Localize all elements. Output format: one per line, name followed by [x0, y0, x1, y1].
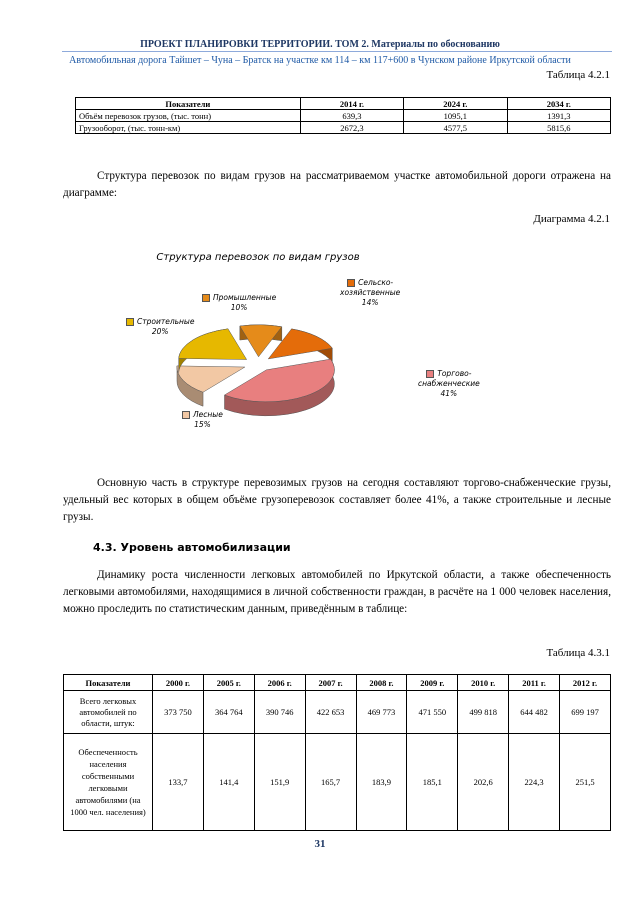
table-cell: 224,3 [509, 734, 560, 831]
legend-swatch [126, 318, 134, 326]
table-header-cell: 2000 г. [153, 675, 204, 691]
paragraph-text: Динамику роста численности легковых автомобилей по Иркутской области, а также обеспеченность легковыми автомобилями, находящимися в личной собственности граждан, в расчёте на 1 000 человек населения, можно проследить по статистическим данным, приведённым в таблице: [63, 569, 611, 615]
table-cell: 499 818 [458, 691, 509, 734]
table-header-cell: 2007 г. [305, 675, 356, 691]
table-cell: Грузооборот, (тыс. тонн-км) [76, 122, 301, 134]
table-header-cell: 2014 г. [300, 98, 403, 110]
table-header-cell: 2011 г. [509, 675, 560, 691]
table-cell: 699 197 [560, 691, 611, 734]
freight-volume-table [75, 97, 611, 134]
legend-swatch [347, 279, 355, 287]
table-header-cell: 2006 г. [254, 675, 305, 691]
table-header-cell: Показатели [76, 98, 301, 110]
cargo-structure-chart [108, 246, 528, 446]
table-cell: 165,7 [305, 734, 356, 831]
chart-title: Структура перевозок по видам грузов [156, 252, 360, 263]
table-header-row [64, 675, 611, 691]
table-cell: 151,9 [254, 734, 305, 831]
legend-entry-construction [126, 317, 194, 337]
table-cell: 183,9 [356, 734, 407, 831]
table1-caption: Таблица 4.2.1 [546, 69, 610, 81]
table-cell: 390 746 [254, 691, 305, 734]
table-cell: 5815,6 [507, 122, 610, 134]
paragraph-structure-summary [63, 475, 611, 526]
legend-label: снабженческие [418, 379, 480, 388]
table-header-cell: 2024 г. [404, 98, 507, 110]
legend-value: 15% [194, 420, 211, 429]
table-cell: 644 482 [509, 691, 560, 734]
table-cell: 639,3 [300, 110, 403, 122]
table-header-cell: 2009 г. [407, 675, 458, 691]
header-divider [62, 51, 612, 52]
table-header-cell: 2010 г. [458, 675, 509, 691]
table-header-row [76, 98, 611, 110]
table-cell: Объём перевозок грузов, (тыс. тонн) [76, 110, 301, 122]
document-header-subtitle: Автомобильная дорога Тайшет – Чуна – Братск на участке км 114 – км 117+600 в Чунском районе Иркутской области [69, 55, 571, 66]
table-header-cell: 2034 г. [507, 98, 610, 110]
chart-caption: Диаграмма 4.2.1 [533, 213, 610, 225]
table-row [64, 691, 611, 734]
table-cell: 202,6 [458, 734, 509, 831]
table-cell: 373 750 [153, 691, 204, 734]
legend-entry-forest [182, 410, 223, 430]
legend-entry-industrial [202, 293, 276, 313]
table-cell: 141,4 [203, 734, 254, 831]
legend-label: Строительные [137, 317, 195, 326]
legend-label: Лесные [193, 410, 223, 419]
table-header-cell: 2005 г. [203, 675, 254, 691]
legend-label: Промышленные [213, 293, 277, 302]
table-cell: 185,1 [407, 734, 458, 831]
legend-value: 20% [151, 327, 169, 336]
legend-value: 10% [230, 303, 248, 312]
car-ownership-table [63, 674, 611, 831]
paragraph-text: Основную часть в структуре перевозимых грузов на сегодня составляют торгово-снабженческие грузы, удельный вес которых в общем объёме грузоперевозок составляет более 41%, а также строительные и лесные грузы. [63, 477, 611, 523]
table-cell: 422 653 [305, 691, 356, 734]
legend-swatch [182, 411, 190, 419]
legend-label: Торгово- [437, 369, 472, 378]
legend-label: Сельско- [358, 278, 394, 287]
table-cell: 1095,1 [404, 110, 507, 122]
table-cell: 471 550 [407, 691, 458, 734]
document-header-title: ПРОЕКТ ПЛАНИРОВКИ ТЕРРИТОРИИ. ТОМ 2. Материалы по обоснованию [140, 39, 500, 50]
legend-value: 14% [361, 298, 379, 307]
table-cell: Всего легковых автомобилей по области, штук: [64, 691, 153, 734]
table-row [76, 110, 611, 122]
table-cell: 469 773 [356, 691, 407, 734]
legend-label: хозяйственные [340, 288, 401, 297]
legend-entry-trade [418, 369, 480, 399]
legend-swatch [426, 370, 434, 378]
table-header-cell: Показатели [64, 675, 153, 691]
pie-chart-canvas [108, 246, 528, 446]
legend-value: 41% [440, 389, 458, 398]
table-cell: 4577,5 [404, 122, 507, 134]
table-header-cell: 2008 г. [356, 675, 407, 691]
table-header-cell: 2012 г. [560, 675, 611, 691]
table-row [64, 734, 611, 831]
paragraph-text: Структура перевозок по видам грузов на рассматриваемом участке автомобильной дороги отражена на диаграмме: [63, 170, 611, 199]
table-cell: 2672,3 [300, 122, 403, 134]
table-row [76, 122, 611, 134]
table-cell: 1391,3 [507, 110, 610, 122]
paragraph-motorization-intro [63, 567, 611, 618]
table-cell: Обеспеченность населения собственными легковыми автомобилями (на 1000 чел. населения) [64, 734, 153, 831]
table-cell: 251,5 [560, 734, 611, 831]
paragraph-structure-intro [63, 168, 611, 202]
table-cell: 364 764 [203, 691, 254, 734]
legend-entry-agricultural [340, 278, 400, 308]
table2-caption: Таблица 4.3.1 [546, 647, 610, 659]
legend-swatch [202, 294, 210, 302]
page-number: 31 [314, 838, 326, 850]
section-heading: 4.3. Уровень автомобилизации [93, 541, 291, 554]
table-cell: 133,7 [153, 734, 204, 831]
